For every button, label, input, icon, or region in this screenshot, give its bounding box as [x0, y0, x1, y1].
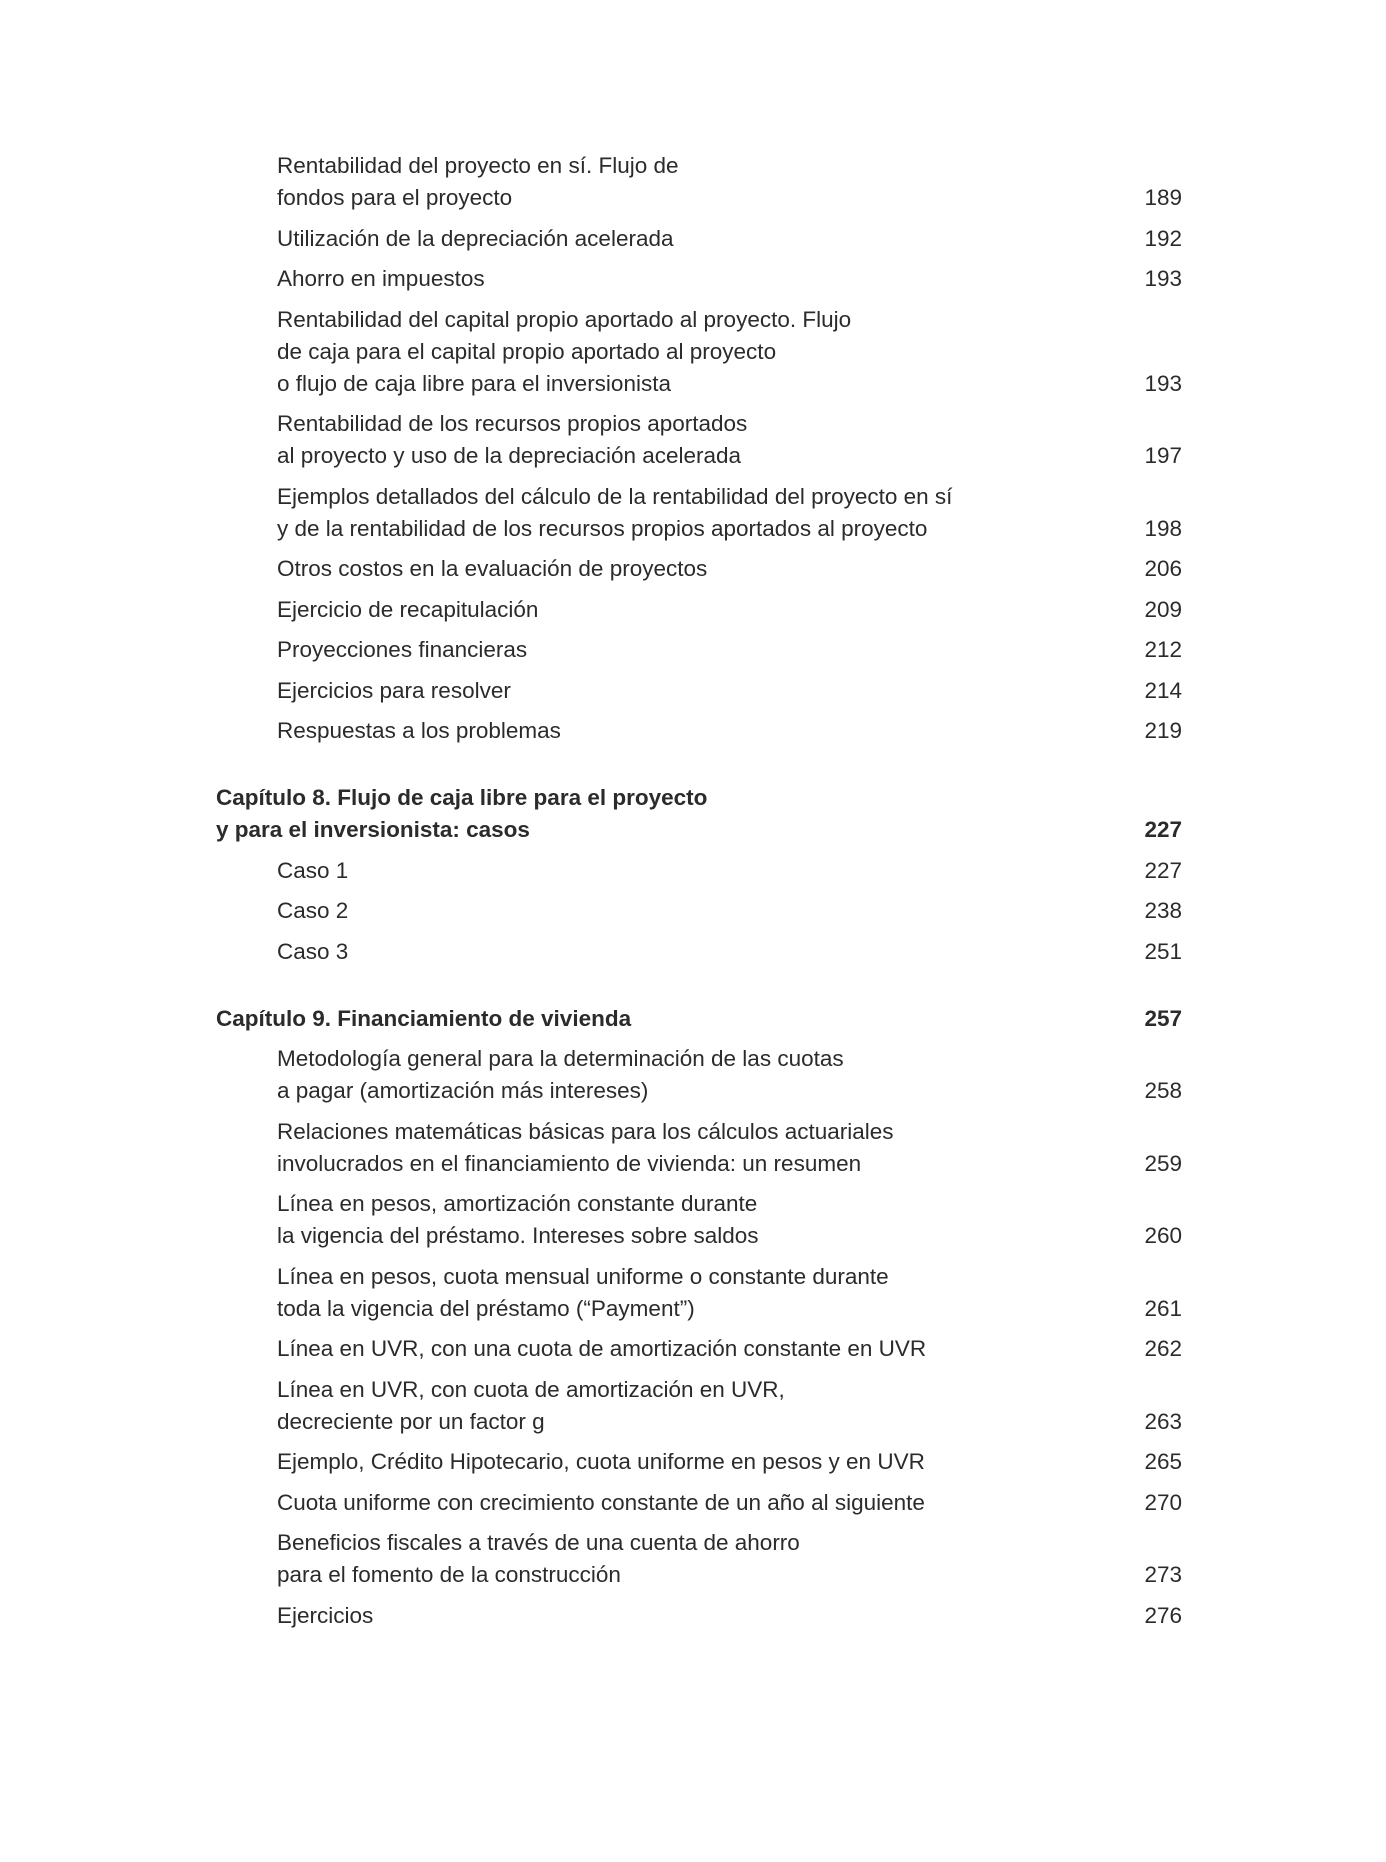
toc-entry-title: Cuota uniforme con crecimiento constante de un año al siguiente — [277, 1489, 925, 1515]
chapter-title: Capítulo 9. Financiamiento de vivienda — [216, 1005, 632, 1031]
toc-entry — [216, 1333, 1182, 1365]
toc-entry-page: 259 — [1144, 1150, 1182, 1176]
toc-entry-title: Ejemplos detallados del cálculo de la rentabilidad del proyecto en sí y de la rentabilidad de los recursos propios aportados al proyecto — [277, 483, 953, 541]
toc-entry — [216, 936, 1182, 968]
toc-entry-title: Línea en pesos, amortización constante durante la vigencia del préstamo. Intereses sobre saldos — [277, 1191, 759, 1248]
toc-entry — [216, 1527, 1182, 1591]
toc-entry — [216, 1261, 1182, 1325]
toc-entry — [216, 675, 1182, 707]
toc-entry — [216, 1188, 1182, 1252]
toc-entry-page: 262 — [1144, 1336, 1182, 1361]
toc-entry-page: 258 — [1144, 1078, 1182, 1103]
toc-entry-title: Beneficios fiscales a través de una cuenta de ahorro para el fomento de la construcción — [277, 1530, 800, 1587]
toc-entry — [216, 223, 1182, 255]
toc-entry-title: Relaciones matemáticas básicas para los cálculos actuariales involucrados en el financiamiento de vivienda: un resumen — [277, 1118, 894, 1176]
toc-entry — [216, 1374, 1182, 1438]
toc-entry — [216, 1043, 1182, 1107]
toc-entry-page: 214 — [1144, 677, 1182, 703]
toc-entry-page: 251 — [1144, 938, 1182, 964]
toc-entry — [216, 1446, 1182, 1478]
toc-entry-page: 197 — [1144, 443, 1182, 468]
toc-entry-title: Caso 1 — [277, 857, 349, 883]
toc-entry-page: 265 — [1144, 1449, 1182, 1474]
toc-entry-title: Utilización de la depreciación acelerada — [277, 225, 674, 251]
toc-entry-page: 209 — [1144, 596, 1182, 622]
toc-entry — [216, 594, 1182, 626]
toc-entry-title: Línea en UVR, con una cuota de amortización constante en UVR — [277, 1336, 927, 1361]
toc-entry-title: Caso 3 — [277, 938, 349, 964]
toc-entry-page: 260 — [1144, 1223, 1182, 1248]
toc-entry-page: 192 — [1144, 225, 1182, 251]
toc-entry — [216, 481, 1182, 545]
chapter-page: 227 — [1144, 817, 1182, 842]
toc-entry-title: Rentabilidad de los recursos propios aportados al proyecto y uso de la depreciación acelerada — [277, 411, 748, 468]
toc-entry — [216, 263, 1182, 295]
toc-entry-title: Ahorro en impuestos — [277, 266, 485, 291]
toc-entry — [216, 634, 1182, 666]
table-of-contents — [216, 150, 1182, 1640]
toc-entry — [216, 855, 1182, 887]
toc-entry-page: 193 — [1144, 370, 1182, 396]
toc-entry-page: 219 — [1144, 718, 1182, 743]
chapter-page: 257 — [1144, 1005, 1182, 1031]
toc-entry-title: Respuestas a los problemas — [277, 718, 561, 743]
toc-entry — [216, 1487, 1182, 1519]
toc-entry-page: 198 — [1144, 515, 1182, 541]
toc-entry-title: Rentabilidad del capital propio aportado al proyecto. Flujo de caja para el capital propio aportado al proyecto o flujo de caja libre para el inversionista — [277, 306, 852, 396]
toc-entry-page: 212 — [1144, 637, 1182, 662]
toc-entry-title: Línea en UVR, con cuota de amortización en UVR, decreciente por un factor g — [277, 1376, 785, 1434]
toc-entry-page: 263 — [1144, 1408, 1182, 1434]
toc-entry-page: 206 — [1144, 556, 1182, 581]
chapter-heading — [216, 1003, 1182, 1035]
toc-entry — [216, 1600, 1182, 1632]
toc-entry-title: Línea en pesos, cuota mensual uniforme o constante durante toda la vigencia del préstamo (“Payment”) — [277, 1263, 889, 1321]
toc-entry-title: Metodología general para la determinación de las cuotas a pagar (amortización más intereses) — [277, 1046, 844, 1103]
toc-entry — [216, 408, 1182, 472]
toc-entry — [216, 1116, 1182, 1180]
toc-entry-title: Caso 2 — [277, 898, 349, 923]
toc-entry-title: Ejercicio de recapitulación — [277, 596, 539, 622]
toc-entry-page: 227 — [1144, 857, 1182, 883]
toc-entry-page: 189 — [1144, 185, 1182, 210]
toc-entry-title: Ejercicios — [277, 1602, 374, 1628]
toc-entry-page: 276 — [1144, 1602, 1182, 1628]
chapter-title: Capítulo 8. Flujo de caja libre para el proyecto y para el inversionista: casos — [216, 785, 708, 842]
toc-entry-page: 261 — [1144, 1295, 1182, 1321]
toc-entry-page: 270 — [1144, 1489, 1182, 1515]
toc-entry — [216, 715, 1182, 747]
toc-entry — [216, 304, 1182, 400]
toc-entry — [216, 895, 1182, 927]
toc-entry-title: Otros costos en la evaluación de proyectos — [277, 556, 708, 581]
toc-entry-page: 193 — [1144, 266, 1182, 291]
toc-entry-title: Ejercicios para resolver — [277, 677, 511, 703]
toc-entry-page: 238 — [1144, 898, 1182, 923]
toc-entry-title: Proyecciones financieras — [277, 637, 528, 662]
chapter-heading — [216, 782, 1182, 846]
toc-entry-page: 273 — [1144, 1562, 1182, 1587]
toc-entry — [216, 150, 1182, 214]
toc-entry-title: Ejemplo, Crédito Hipotecario, cuota uniforme en pesos y en UVR — [277, 1449, 925, 1474]
toc-entry-title: Rentabilidad del proyecto en sí. Flujo de fondos para el proyecto — [277, 153, 679, 210]
toc-entry — [216, 553, 1182, 585]
